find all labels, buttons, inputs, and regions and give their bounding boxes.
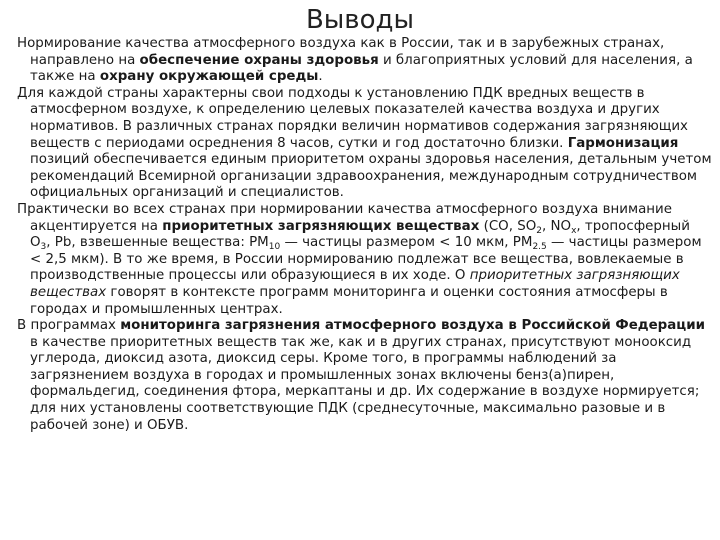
italic-run: приоритетных загрязняющих веществах bbox=[30, 268, 680, 300]
page-title-text: Выводы bbox=[305, 5, 415, 35]
text-run: , NO bbox=[542, 218, 572, 234]
paragraph-priority-pollutants bbox=[17, 202, 713, 318]
page-title bbox=[0, 4, 720, 36]
text-run: , тропосферный O bbox=[30, 218, 690, 251]
text-run: Для каждой страны характерны свои подходы к установлению ПДК вредных веществ в атмосферном воздухе, к определению целевых показателей качества воздуха и других нормативов. В различных странах порядки величин нормативов содержания загрязняющих веществ с периодами осреднения 8 часов, сутки и год достаточно близки. bbox=[17, 85, 688, 151]
subscript: x bbox=[571, 225, 577, 236]
text-run: Нормирование качества атмосферного воздуха как в России, так и в зарубежных странах, направлено на bbox=[17, 36, 665, 68]
paragraph-russian-monitoring bbox=[17, 318, 713, 434]
paragraph-country-approaches bbox=[17, 86, 713, 202]
text-run: — частицы размером < 2,5 мкм). В то же время, в России нормированию подлежат все вещества, вовлекаемые в производственные процессы или образующиеся в их ходе. О bbox=[30, 235, 702, 284]
bold-run: мониторинга загрязнения атмосферного воздуха в Российской Федерации bbox=[120, 318, 705, 334]
text-run: — частицы размером < 10 мкм, PM bbox=[280, 235, 533, 251]
bold-run: Гармонизация bbox=[567, 135, 679, 151]
text-run: В программах bbox=[17, 318, 121, 334]
text-run: , Pb, взвешенные вещества: PM bbox=[46, 235, 269, 251]
bold-run: обеспечение охраны здоровья bbox=[139, 52, 379, 68]
bold-run: приоритетных загрязняющих веществах bbox=[162, 218, 480, 234]
subscript: 3 bbox=[40, 242, 47, 253]
text-run: (CO, SO bbox=[479, 218, 537, 234]
text-run: . bbox=[318, 69, 323, 85]
text-run: Практически во всех странах при нормировании качества атмосферного воздуха внимание акцентируется на bbox=[17, 201, 672, 234]
text-run: позиций обеспечивается единым приоритетом охраны здоровья населения, детальным учетом рекомендаций Всемирной организации здравоохранения, международным сотрудничеством официальных организаций и специалистов. bbox=[30, 152, 712, 201]
text-run: и благоприятных условий для населения, а также на bbox=[30, 52, 693, 85]
paragraph-standards-purpose bbox=[17, 36, 713, 86]
bold-run: охрану окружающей среды bbox=[99, 69, 319, 85]
slide-body bbox=[17, 36, 713, 434]
subscript: 2 bbox=[536, 225, 543, 236]
text-run: в качестве приоритетных веществ так же, как и в других странах, присутствуют монооксид углерода, диоксид азота, диоксид серы. Кроме того, в программы наблюдений за загрязнением воздуха в городах и промышленных зонах включены бенз(а)пирен, формальдегид, соединения фтора, меркаптаны и др. Их содержание в воздухе нормируется; для них установлены соответствующие ПДК (среднесуточные, максимально разовые и в рабочей зоне) и ОБУВ. bbox=[30, 334, 700, 433]
text-run: говорят в контексте программ мониторинга и оценки состояния атмосферы в городах и промышленных центрах. bbox=[30, 284, 668, 317]
subscript: 10 bbox=[268, 242, 281, 253]
subscript: 2.5 bbox=[532, 242, 547, 253]
